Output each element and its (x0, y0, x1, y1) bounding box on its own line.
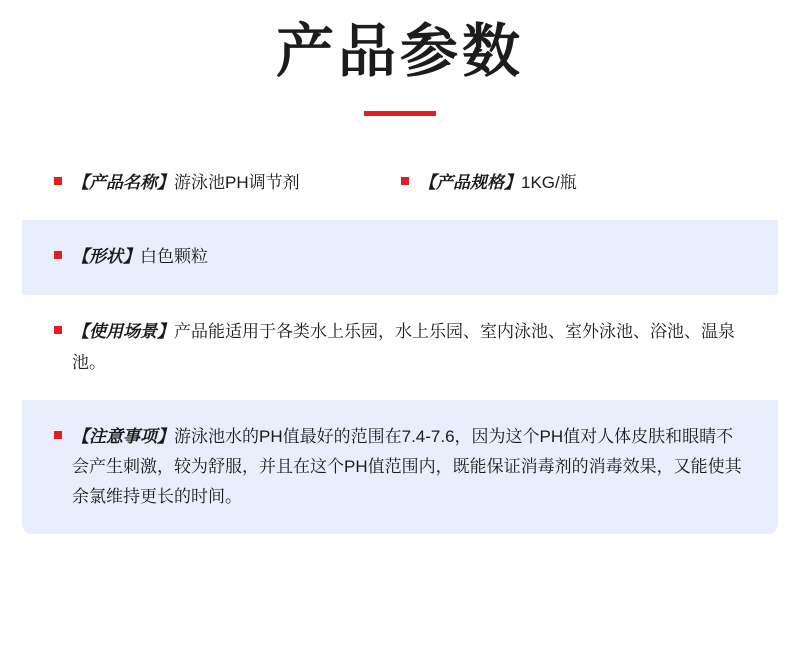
title-underline (364, 111, 436, 116)
spec-cell-body (419, 168, 577, 199)
spec-value: 白色颗粒 (140, 247, 208, 267)
spec-label: 【产品规格】 (419, 172, 521, 193)
spec-cell-body (72, 242, 208, 273)
spec-table (22, 146, 778, 534)
spec-value: 游泳池PH调节剂 (174, 172, 300, 192)
spec-cell-body (72, 317, 748, 378)
table-row (22, 146, 778, 221)
spec-cell (54, 168, 401, 199)
square-bullet-icon (54, 431, 62, 439)
table-row (22, 295, 778, 400)
spec-cell-body (72, 422, 748, 512)
spec-value: 1KG/瓶 (521, 172, 577, 192)
spec-value: 产品能适用于各类水上乐园，水上乐园、室内泳池、室外泳池、浴池、温泉池。 (72, 322, 735, 372)
square-bullet-icon (54, 326, 62, 334)
spec-value: 游泳池水的PH值最好的范围在7.4-7.6，因为这个PH值对人体皮肤和眼睛不会产生刺激，较为舒服，并且在这个PH值范围内，既能保证消毒剂的消毒效果，又能使其余氯维持更长的时间。 (72, 426, 742, 507)
spec-label: 【注意事项】 (72, 426, 174, 447)
square-bullet-icon (54, 177, 62, 185)
spec-cell (401, 168, 748, 199)
table-row (22, 400, 778, 534)
spec-cell (54, 242, 748, 273)
spec-label: 【使用场景】 (72, 322, 174, 343)
spec-cell (54, 317, 748, 378)
title-block (0, 0, 800, 116)
spec-label: 【产品名称】 (72, 172, 174, 193)
page-title: 产品参数 (275, 17, 524, 85)
square-bullet-icon (54, 251, 62, 259)
table-row (22, 220, 778, 295)
spec-cell (54, 422, 748, 512)
square-bullet-icon (401, 177, 409, 185)
spec-cell-body (72, 168, 300, 199)
spec-label: 【形状】 (72, 247, 140, 268)
